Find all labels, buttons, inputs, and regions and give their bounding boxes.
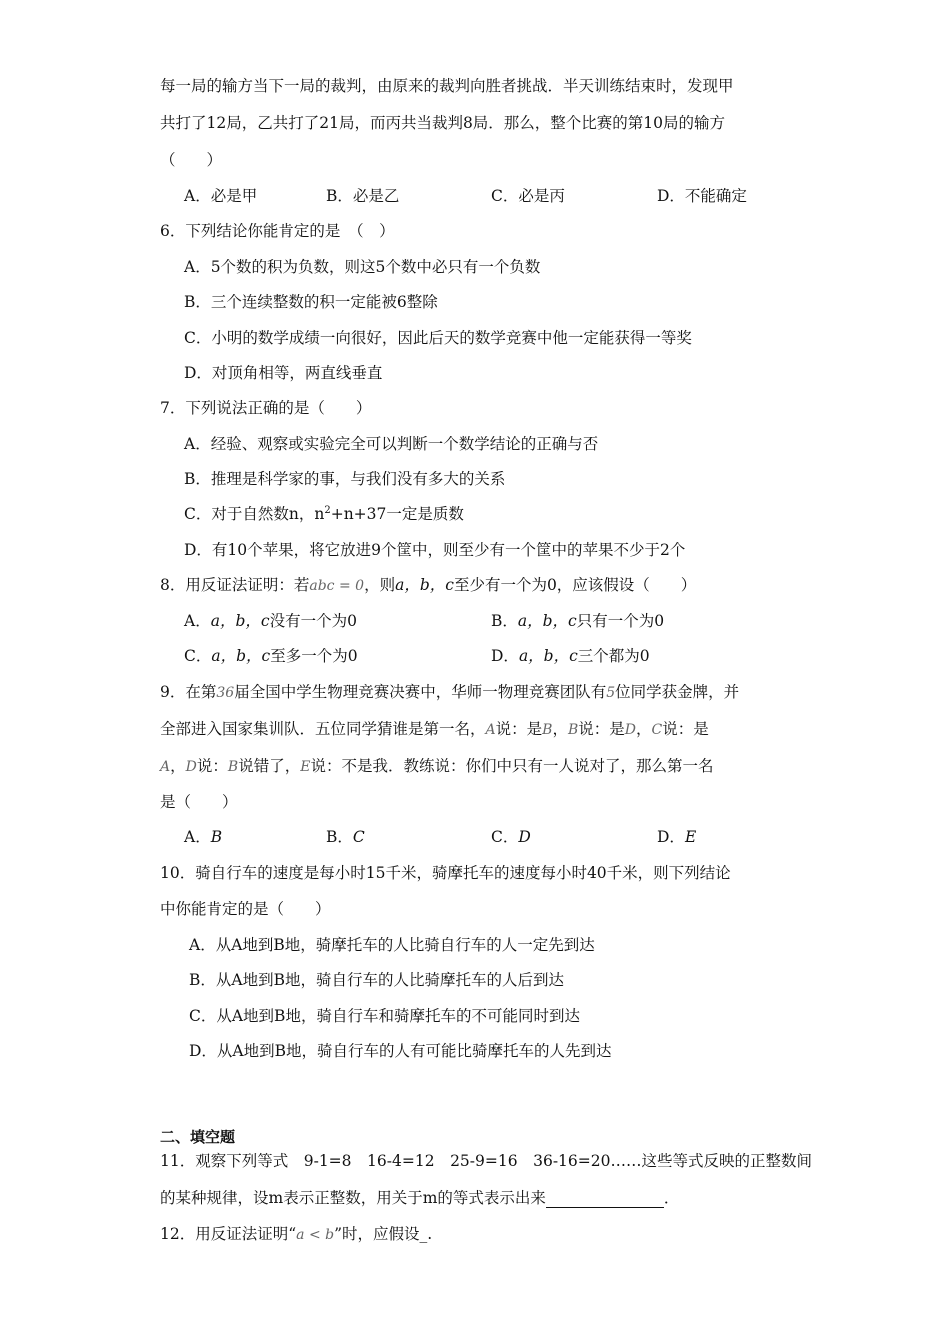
q9-option-b-value: C bbox=[352, 828, 365, 846]
q10-line-2: 中你能肯定的是（ ） bbox=[160, 900, 331, 918]
q11-period: ． bbox=[663, 1189, 680, 1207]
q9-option-d-label: D． bbox=[657, 828, 685, 846]
q8-option-d-text: 三个都为0 bbox=[577, 647, 650, 665]
q9-text: 届全国中学生物理竞赛决赛中，华师一物理竞赛团队有 bbox=[234, 683, 607, 701]
q8-stem-mid: ，则 bbox=[364, 576, 396, 594]
q8-option-d-vars: a，b，c bbox=[518, 647, 578, 665]
q8-option-a-vars: a，b，c bbox=[210, 612, 270, 630]
q7-option-d: D．有10个苹果，将它放进9个筐中，则至少有一个筐中的苹果不少于2个 bbox=[184, 541, 686, 559]
q6-option-a: A．5个数的积为负数，则这5个数中必只有一个负数 bbox=[184, 258, 541, 276]
q9-var-d: D bbox=[185, 759, 197, 775]
q8-option-d-label: D． bbox=[491, 647, 519, 665]
q9-line-3 bbox=[160, 756, 713, 777]
q5-option-b: B．必是乙 bbox=[326, 187, 400, 205]
q9-line-2 bbox=[160, 719, 709, 740]
q9-text: 说：是 bbox=[662, 720, 709, 738]
q9-option-d bbox=[657, 827, 696, 847]
q5-line-1: 每一局的输方当下一局的裁判，由原来的裁判向胜者挑战．半天训练结束时，发现甲 bbox=[160, 77, 734, 95]
q5-option-d: D．不能确定 bbox=[657, 187, 747, 205]
q8-option-c-text: 至多一个为0 bbox=[270, 647, 358, 665]
q9-var-a: A bbox=[160, 759, 171, 775]
q9-var-a: A bbox=[485, 722, 496, 738]
q8-stem-pre: 8．用反证法证明：若 bbox=[160, 576, 310, 594]
q11-line-1: 11．观察下列等式 9-1=8 16-4=12 25-9=16 36-16=20……这些等式反映的正整数间 bbox=[160, 1152, 812, 1170]
q7-option-c-exponent: 2 bbox=[324, 504, 331, 516]
q6-option-d: D．对顶角相等，两直线垂直 bbox=[184, 364, 383, 382]
q9-text: 全部进入国家集训队．五位同学猜谁是第一名， bbox=[160, 720, 486, 738]
q12-math: a < b bbox=[296, 1227, 335, 1243]
q6-stem: 6．下列结论你能肯定的是 （ ） bbox=[160, 222, 395, 240]
q8-option-a bbox=[184, 611, 357, 631]
q9-option-a-value: B bbox=[210, 828, 223, 846]
q10-option-a: A．从A地到B地，骑摩托车的人比骑自行车的人一定先到达 bbox=[189, 936, 595, 954]
q7-option-a: A．经验、观察或实验完全可以判断一个数学结论的正确与否 bbox=[184, 435, 599, 453]
q9-var-b: B bbox=[567, 722, 579, 738]
q9-option-b bbox=[326, 827, 365, 847]
q9-var-b: B bbox=[542, 722, 553, 738]
q9-text: ， bbox=[552, 720, 568, 738]
q8-option-b-label: B． bbox=[491, 612, 518, 630]
q12-text-pre: 12．用反证法证明“ bbox=[160, 1225, 297, 1243]
q7-option-b: B．推理是科学家的事，与我们没有多大的关系 bbox=[184, 470, 506, 488]
q8-option-c-label: C． bbox=[184, 647, 212, 665]
q10-line-1: 10．骑自行车的速度是每小时15千米，骑摩托车的速度每小时40千米，则下列结论 bbox=[160, 864, 731, 882]
q9-text: ， bbox=[170, 757, 186, 775]
q8-stem bbox=[160, 575, 696, 596]
q9-option-a-label: A． bbox=[184, 828, 211, 846]
q8-stem-post: 至少有一个为0，应该假设（ ） bbox=[453, 576, 697, 594]
q9-text: 位同学获金牌，并 bbox=[615, 683, 740, 701]
q8-stem-vars: a，b，c bbox=[395, 576, 454, 594]
q6-option-b: B．三个连续整数的积一定能被6整除 bbox=[184, 293, 438, 311]
q9-var-b: B bbox=[227, 759, 239, 775]
q8-option-c bbox=[184, 646, 358, 666]
q5-option-c: C．必是丙 bbox=[491, 187, 565, 205]
q9-option-b-label: B． bbox=[326, 828, 353, 846]
q8-option-d bbox=[491, 646, 650, 666]
q12-stem bbox=[160, 1224, 432, 1245]
q9-number-5: 5 bbox=[606, 685, 616, 701]
section-2-title: 二、填空题 bbox=[160, 1128, 236, 1146]
q7-option-c bbox=[184, 504, 464, 524]
q8-option-a-label: A． bbox=[184, 612, 211, 630]
q7-option-c-pre: C．对于自然数n，n bbox=[184, 505, 325, 523]
q9-option-a bbox=[184, 827, 222, 847]
q8-option-b bbox=[491, 611, 664, 631]
q9-line-1 bbox=[160, 682, 739, 703]
q11-line-2 bbox=[160, 1188, 679, 1208]
q5-line-2: 共打了12局，乙共打了21局，而丙共当裁判8局．那么，整个比赛的第10局的输方 bbox=[160, 114, 726, 132]
q10-option-d: D．从A地到B地，骑自行车的人有可能比骑摩托车的人先到达 bbox=[189, 1042, 612, 1060]
q9-option-c bbox=[491, 827, 531, 847]
q9-option-d-value: E bbox=[684, 828, 697, 846]
q5-option-a: A．必是甲 bbox=[184, 187, 258, 205]
q8-option-b-text: 只有一个为0 bbox=[576, 612, 665, 630]
q9-var-e: E bbox=[300, 759, 311, 775]
q9-number-36: 36 bbox=[216, 685, 235, 701]
q7-stem: 7．下列说法正确的是（ ） bbox=[160, 399, 372, 417]
q9-line-4: 是（ ） bbox=[160, 793, 238, 811]
q9-text: 说：是 bbox=[495, 720, 543, 738]
q9-text: 说：不是我．教练说：你们中只有一人说对了，那么第一名 bbox=[310, 757, 714, 775]
q9-text: 说：是 bbox=[578, 720, 625, 738]
q12-text-post: ”时，应假设_. bbox=[334, 1225, 433, 1243]
q8-option-c-vars: a，b，c bbox=[211, 647, 271, 665]
q10-option-b: B．从A地到B地，骑自行车的人比骑摩托车的人后到达 bbox=[189, 971, 564, 989]
q11-text: 的某种规律，设m表示正整数，用关于m的等式表示出来 bbox=[160, 1189, 546, 1207]
q10-option-c: C．从A地到B地，骑自行车和骑摩托车的不可能同时到达 bbox=[189, 1007, 580, 1025]
q9-text: ， bbox=[636, 720, 652, 738]
q9-var-d: D bbox=[624, 722, 637, 738]
q9-option-c-label: C． bbox=[491, 828, 519, 846]
q8-option-b-vars: a，b，c bbox=[517, 612, 577, 630]
q9-text: 9．在第 bbox=[160, 683, 217, 701]
q11-answer-blank[interactable] bbox=[546, 1191, 664, 1208]
q7-option-c-post: +n+37一定是质数 bbox=[330, 505, 464, 523]
q9-text: 说错了， bbox=[238, 757, 301, 775]
q6-option-c: C．小明的数学成绩一向很好，因此后天的数学竞赛中他一定能获得一等奖 bbox=[184, 329, 692, 347]
q8-stem-math: abc = 0 bbox=[309, 578, 365, 594]
q9-option-c-value: D bbox=[518, 828, 531, 846]
q9-var-c: C bbox=[651, 722, 663, 738]
q5-line-3: （ ） bbox=[160, 151, 223, 169]
q8-option-a-text: 没有一个为0 bbox=[269, 612, 357, 630]
q9-text: 说： bbox=[196, 757, 228, 775]
